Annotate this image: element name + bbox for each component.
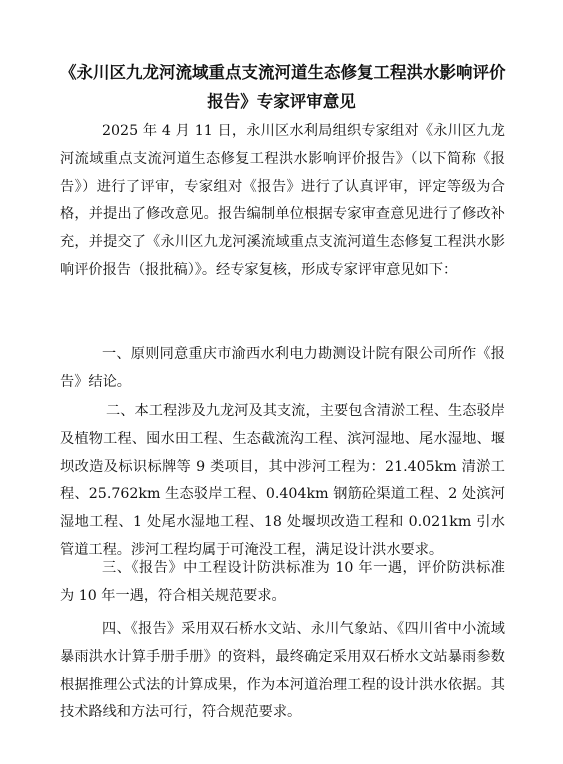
paragraph-opinion-2: 二、本工程涉及九龙河及其支流，主要包含清淤工程、生态驳岸及植物工程、囤水田工程、生态截流沟工程、滨河湿地、尾水湿地、堰坝改造及标识标牌等 9 类项目，其中涉河工程为：21.405km 清淤工程、25.762km 生态驳岸工程、0.404km 钢筋砼渠道工程、2 处滨河湿地工程、1 处尾水湿地工程、18 处堰坝改造工程和 0.021km 引水管道工程。涉河工程均属于可淹没工程，满足设计洪水要求。 [60, 403, 505, 558]
paragraph-opinion-3: 三、《报告》中工程设计防洪标准为 10 年一遇，评价防洪标准为 10 年一遇，符合相关规范要求。 [60, 560, 505, 604]
paragraph-intro: 2025 年 4 月 11 日，永川区水利局组织专家组对《永川区九龙河流域重点支流河道生态修复工程洪水影响评价报告》（以下简称《报告》）进行了评审，专家组对《报告》进行了认真评审，评定等级为合格，并提出了修改意见。报告编制单位根据专家审查意见进行了修改补充，并提交了《永川区九龙河溪流域重点支流河道生态修复工程洪水影响评价报告（报批稿）》。经专家复核，形成专家评审意见如下： [60, 123, 505, 278]
paragraph-opinion-1: 一、原则同意重庆市渝西水利电力勘测设计院有限公司所作《报告》结论。 [60, 346, 505, 390]
paragraph-opinion-4: 四、《报告》采用双石桥水文站、永川气象站、《四川省中小流域暴雨洪水计算手册手册》的资料，最终确定采用双石桥水文站暴雨参数根据推理公式法的计算成果，作为本河道治理工程的设计洪水依据。其技术路线和方法可行，符合规范要求。 [60, 621, 505, 721]
document-title-line-1: 《永川区九龙河流域重点支流河道生态修复工程洪水影响评价 [60, 63, 506, 82]
document-title-line-2: 报告》专家评审意见 [207, 92, 356, 111]
